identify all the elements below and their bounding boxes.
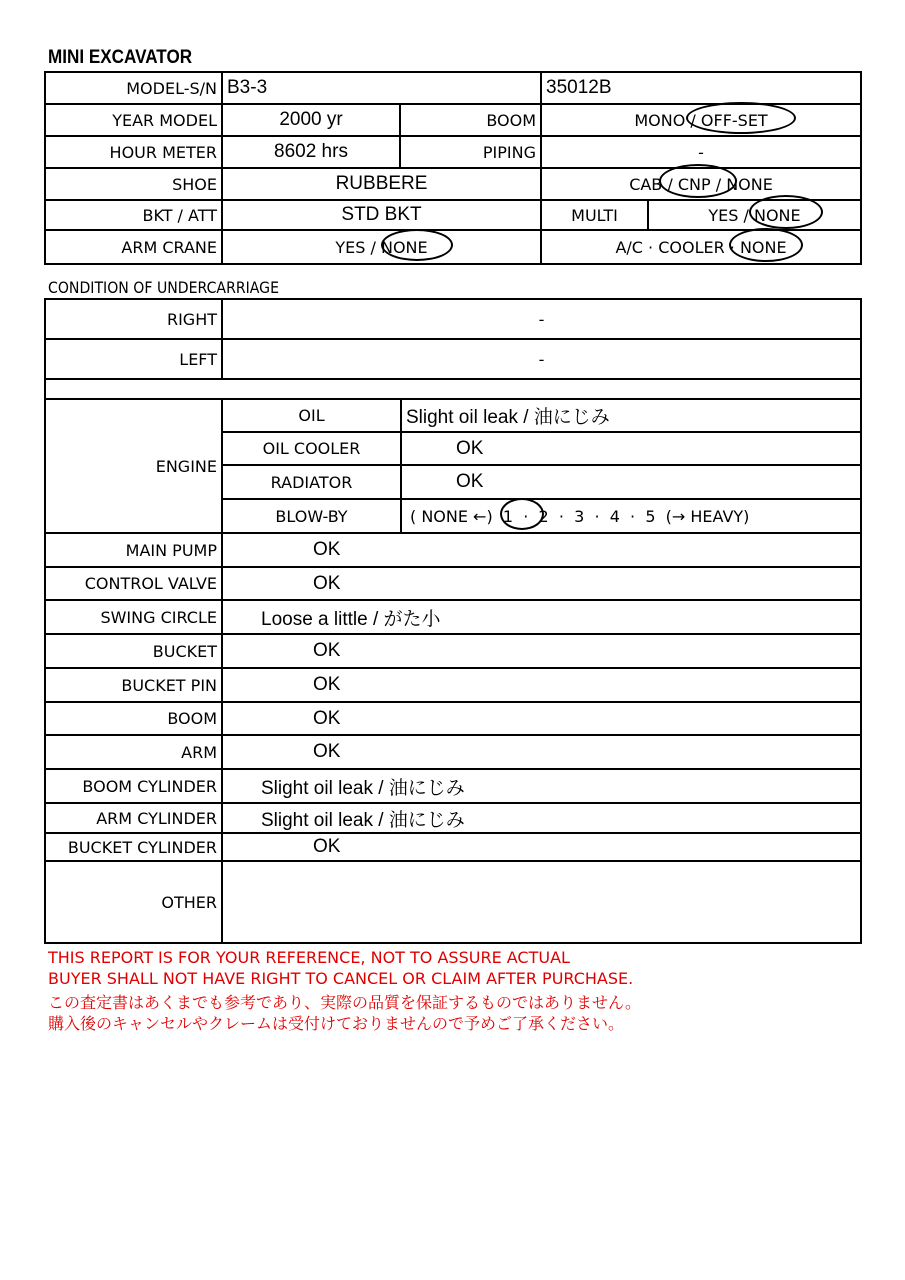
radiator-value: OK [401, 465, 861, 499]
undercarriage-heading: CONDITION OF UNDERCARRIAGE [48, 278, 279, 297]
multi-none-circle [749, 195, 823, 229]
cab-options: CAB / CNP / NONE [541, 168, 861, 200]
item-label: BUCKET [45, 634, 222, 668]
condition-table [44, 398, 862, 944]
item-value: OK [222, 533, 861, 567]
disclaimer-line-4: 購入後のキャンセルやクレームは受付けておりませんので予めご了承ください。 [48, 1014, 625, 1033]
arm-crane-options: YES / NONE [222, 230, 541, 264]
hour-meter-value: 8602 hrs [222, 136, 400, 168]
model-value: B3-3 [222, 72, 541, 104]
item-value: OK [222, 833, 861, 861]
item-value: OK [222, 735, 861, 769]
boom-options: MONO / OFF-SET [541, 104, 861, 136]
item-value: Loose a little / がた小 [222, 600, 861, 634]
model-sn-label: MODEL-S/N [45, 72, 222, 104]
right-label: RIGHT [45, 299, 222, 339]
item-value: OK [222, 668, 861, 702]
undercarriage-table [44, 298, 862, 400]
disclaimer-line-1: THIS REPORT IS FOR YOUR REFERENCE, NOT TO ASSURE ACTUAL [48, 948, 570, 967]
cnp-circle [659, 164, 737, 198]
piping-label: PIPING [400, 136, 541, 168]
item-label: SWING CIRCLE [45, 600, 222, 634]
boom-offset-option: OFF-SET [700, 110, 768, 130]
ac-none-circle [729, 228, 803, 262]
item-value: Slight oil leak / 油にじみ [222, 803, 861, 833]
shoe-label: SHOE [45, 168, 222, 200]
piping-value: - [541, 136, 861, 168]
hour-meter-label: HOUR METER [45, 136, 222, 168]
bkt-att-value: STD BKT [222, 200, 541, 230]
blowby-label: BLOW-BY [222, 499, 401, 533]
item-label: BOOM [45, 702, 222, 735]
arm-crane-label: ARM CRANE [45, 230, 222, 264]
year-model-label: YEAR MODEL [45, 104, 222, 136]
item-value: OK [222, 702, 861, 735]
radiator-label: RADIATOR [222, 465, 401, 499]
disclaimer-line-3: この査定書はあくまでも参考であり、実際の品質を保証するものではありません。 [48, 993, 641, 1012]
oil-cooler-value: OK [401, 432, 861, 465]
engine-label: ENGINE [45, 399, 222, 533]
item-value: Slight oil leak / 油にじみ [222, 769, 861, 803]
other-value [222, 861, 861, 943]
right-value: - [222, 299, 861, 339]
item-label: BUCKET CYLINDER [45, 833, 222, 861]
spacer-row [45, 379, 861, 399]
blowby-scale: ( NONE ←) 1 · 2 · 3 · 4 · 5 (→ HEAVY) [401, 499, 861, 533]
item-label: ARM CYLINDER [45, 803, 222, 833]
arm-crane-none-circle [381, 229, 453, 261]
multi-label: MULTI [541, 200, 648, 230]
multi-options: YES / NONE [648, 200, 861, 230]
item-label: CONTROL VALVE [45, 567, 222, 600]
item-value: OK [222, 634, 861, 668]
oil-value: Slight oil leak / 油にじみ [401, 399, 861, 432]
ac-options: A/C · COOLER · NONE [541, 230, 861, 264]
page-title: MINI EXCAVATOR [48, 47, 193, 68]
offset-circle [686, 102, 796, 134]
item-label: BOOM CYLINDER [45, 769, 222, 803]
oil-cooler-label: OIL COOLER [222, 432, 401, 465]
item-value: OK [222, 567, 861, 600]
left-value: - [222, 339, 861, 379]
shoe-value: RUBBERE [222, 168, 541, 200]
boom-label: BOOM [400, 104, 541, 136]
bkt-att-label: BKT / ATT [45, 200, 222, 230]
item-label: BUCKET PIN [45, 668, 222, 702]
left-label: LEFT [45, 339, 222, 379]
item-label: MAIN PUMP [45, 533, 222, 567]
blowby-1-circle [500, 498, 544, 530]
serial-value: 35012B [541, 72, 861, 104]
disclaimer-line-2: BUYER SHALL NOT HAVE RIGHT TO CANCEL OR CLAIM AFTER PURCHASE. [48, 969, 634, 988]
item-label: ARM [45, 735, 222, 769]
year-model-value: 2000 yr [222, 104, 400, 136]
other-label: OTHER [45, 861, 222, 943]
oil-label: OIL [222, 399, 401, 432]
